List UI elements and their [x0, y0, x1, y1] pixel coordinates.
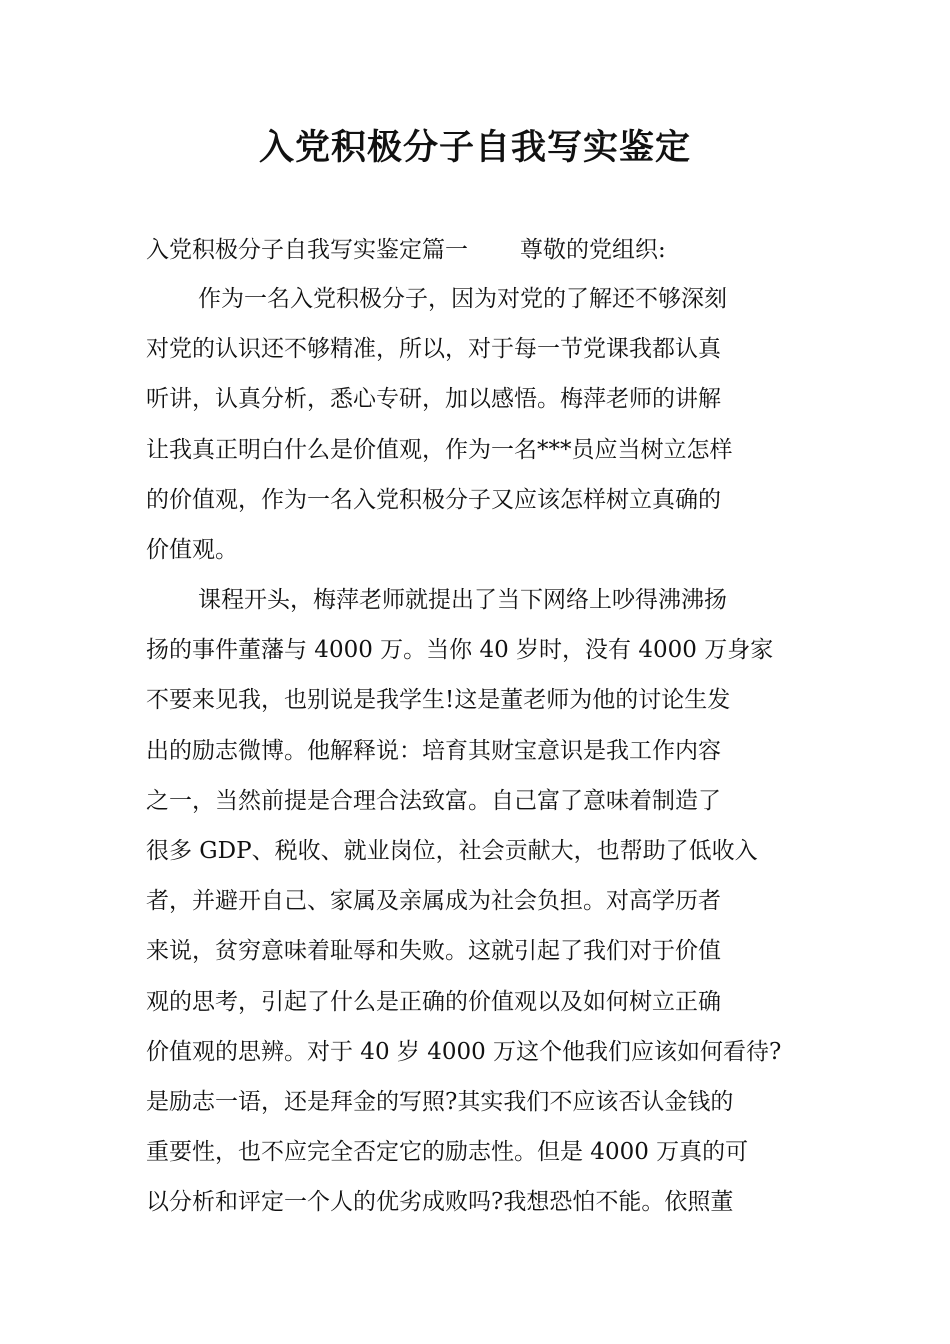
salutation: 尊敬的党组织:: [520, 237, 666, 263]
paragraph-line: 来说，贫穷意味着耻辱和失败。这就引起了我们对于价值: [146, 938, 721, 965]
paragraph-line: 以分析和评定一个人的优劣成败吗?我想恐怕不能。依照董: [146, 1189, 734, 1216]
paragraph-line: 扬的事件董藩与 4000 万。当你 40 岁时，没有 4000 万身家: [146, 637, 774, 664]
paragraph-line: 是励志一语，还是拜金的写照?其实我们不应该否认金钱的: [146, 1089, 734, 1116]
intro-line: [146, 227, 846, 273]
paragraph-line: 之一，当然前提是合理合法致富。自己富了意味着制造了: [146, 787, 721, 814]
section-heading: 入党积极分子自我写实鉴定篇一: [146, 237, 468, 263]
paragraph-line: 者，并避开自己、家属及亲属成为社会负担。对高学历者: [146, 888, 721, 915]
paragraph-line: 的价值观，作为一名入党积极分子又应该怎样树立真确的: [146, 486, 721, 513]
paragraph-line: 观的思考，引起了什么是正确的价值观以及如何树立正确: [146, 988, 721, 1015]
paragraph-line: 很多 GDP、税收、就业岗位，社会贡献大，也帮助了低收入: [146, 838, 758, 865]
paragraph-line: 对党的认识还不够精准，所以，对于每一节党课我都认真: [146, 336, 721, 363]
paragraph-line: 价值观。: [146, 537, 238, 564]
paragraph-line: 让我真正明白什么是价值观，作为一名***员应当树立怎样: [146, 436, 733, 463]
paragraph-line: 听讲，认真分析，悉心专研，加以感悟。梅萍老师的讲解: [146, 386, 721, 413]
paragraph-line: 不要来见我，也别说是我学生!这是董老师为他的讨论生发: [146, 687, 731, 714]
paragraph-line: 重要性，也不应完全否定它的励志性。但是 4000 万真的可: [146, 1139, 749, 1166]
paragraph: [146, 575, 846, 1228]
paragraph: [146, 274, 846, 575]
paragraph-line: 出的励志微博。他解释说：培育其财宝意识是我工作内容: [146, 737, 721, 764]
document-title: 入党积极分子自我写实鉴定: [258, 128, 691, 168]
paragraph-line: 课程开头，梅萍老师就提出了当下网络上吵得沸沸扬: [198, 587, 727, 613]
paragraph-line: 价值观的思辨。对于 40 岁 4000 万这个他我们应该如何看待?: [146, 1038, 782, 1065]
paragraph-line: 作为一名入党积极分子，因为对党的了解还不够深刻: [198, 286, 727, 312]
